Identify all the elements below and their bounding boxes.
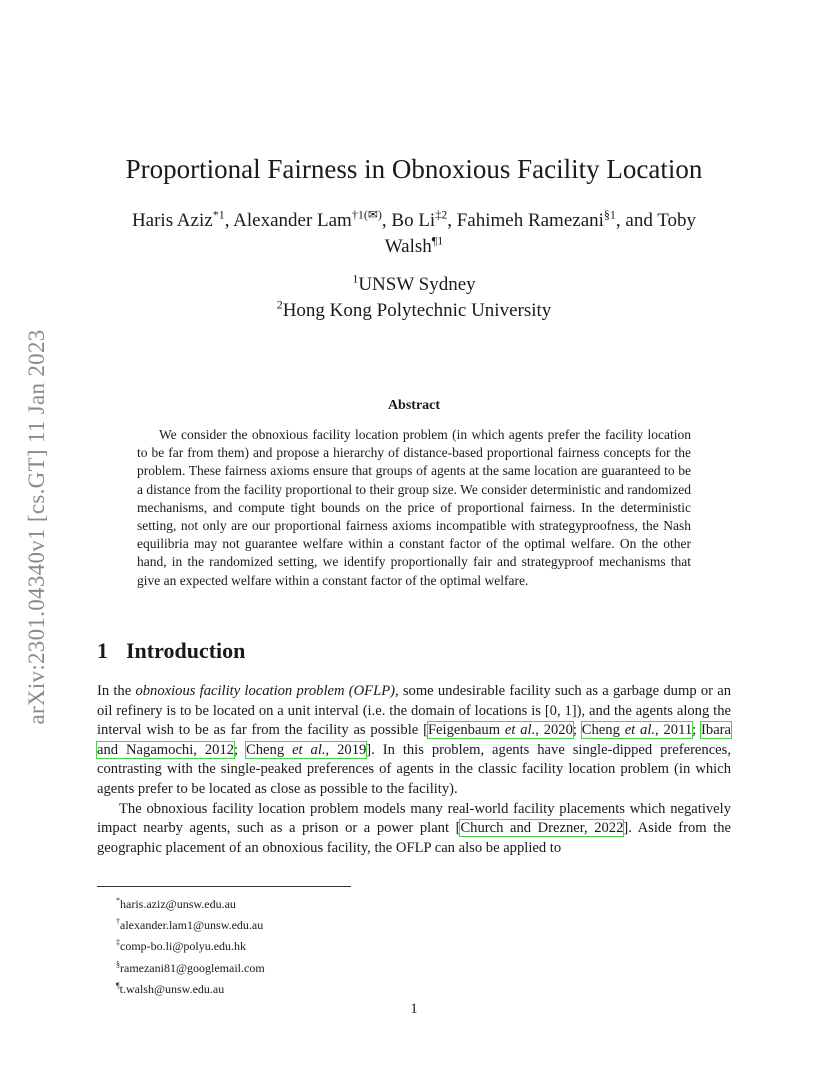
text-run: ;	[234, 741, 247, 758]
author-affiliation-mark: ‡2	[435, 207, 448, 222]
arxiv-sidebar-stamp	[24, 292, 50, 762]
footnote-item	[116, 892, 265, 913]
footnote-email: haris.aziz@unsw.edu.au	[120, 897, 236, 911]
affiliation-name: Hong Kong Polytechnic University	[282, 300, 552, 321]
abstract-heading: Abstract	[387, 398, 441, 413]
arxiv-identifier: arXiv:2301.04340v1 [cs.GT] 11 Jan 2023	[24, 329, 49, 725]
citation-link-feigenbaum[interactable]	[428, 722, 573, 738]
text-run: ]. Aside from the geographic placement of an obnoxious facility, the OFLP can also be applied to	[97, 820, 731, 856]
page-number: 1	[410, 1001, 418, 1017]
citation-text: Cheng	[246, 741, 293, 758]
emphasis-term: obnoxious facility location problem (OFLP)	[135, 683, 395, 699]
citation-year: , 2019	[325, 741, 367, 758]
affiliation-mark: 2	[276, 297, 283, 312]
author-affiliation-mark: †1(✉)	[351, 207, 382, 222]
footnote-mark: §	[116, 959, 120, 969]
footnote-email: comp-bo.li@polyu.edu.hk	[120, 939, 247, 954]
section-number: 1	[97, 638, 108, 663]
section-title: Introduction	[126, 638, 246, 663]
text-run: ;	[692, 722, 702, 739]
citation-text: Feigenbaum	[427, 722, 505, 739]
footnote-item	[116, 977, 265, 998]
author-name: , Bo Li	[381, 210, 436, 231]
text-run: In the	[97, 683, 136, 699]
section-heading-introduction	[97, 638, 245, 664]
author-name: Haris Aziz	[131, 210, 213, 231]
text-run: The obnoxious facility location problem models many real-world facility placements which negatively impact nearby agents, such as a prison or a power plant [	[97, 800, 731, 837]
affiliation-mark: 1	[352, 271, 359, 286]
footnote-divider	[97, 886, 351, 887]
footnote-email: alexander.lam1@unsw.edu.au	[120, 918, 264, 933]
affiliation-line	[160, 272, 668, 298]
citation-link-cheng-2019[interactable]	[246, 742, 366, 758]
footnote-mark: †	[116, 917, 120, 927]
footnotes	[116, 892, 265, 998]
footnote-item	[116, 913, 265, 934]
author-name: , Fahimeh Ramezani	[447, 210, 604, 231]
introduction-body	[97, 682, 731, 858]
author-affiliation-mark: *1	[212, 207, 225, 222]
paper-title: Proportional Fairness in Obnoxious Facility Location	[125, 154, 703, 184]
citation-link-ibara[interactable]: Ibara and Nagamochi, 2012	[97, 722, 732, 758]
author-list	[110, 208, 718, 260]
affiliations	[160, 272, 668, 324]
author-affiliation-mark: ¶1	[431, 233, 444, 248]
affiliation-name: UNSW Sydney	[358, 274, 476, 295]
intro-paragraph-1	[97, 682, 731, 800]
footnote-mark: *	[116, 896, 120, 905]
citation-etal: et al.	[624, 722, 656, 739]
citation-year: , 2020	[535, 722, 573, 739]
abstract-paragraph: We consider the obnoxious facility location problem (in which agents prefer the facility location to be far from them) and propose a hierarchy of distance-based proportional fairness concepts for the problem. These fairness axioms ensure that groups of agents at the same location are guaranteed to be a distance from the facility proportional to their group size. We consider deterministic and randomized mechanisms, and compute tight bounds on the price of proportional fairness. In the deterministic setting, not only are our proportional fairness axioms incompatible with strategyproofness, the Nash equilibria may not guarantee welfare within a constant factor of the optimal welfare. On the other hand, in the randomized setting, we identify proportionally fair and strategyproof mechanisms that give an expected welfare within a constant factor of the optimal welfare.	[137, 427, 691, 588]
author-name: , Alexander Lam	[224, 210, 352, 231]
affiliation-line	[160, 298, 668, 324]
intro-paragraph-2	[97, 800, 731, 859]
footnote-mark: ¶	[116, 980, 120, 990]
footnote-item	[116, 934, 265, 955]
author-name: , and Toby Walsh	[384, 210, 697, 257]
citation-etal: et al.	[292, 741, 326, 758]
author-affiliation-mark: §1	[603, 207, 616, 222]
citation-link-church[interactable]: Church and Drezner, 2022	[460, 820, 624, 837]
text-run: ;	[572, 722, 582, 739]
footnote-email: ramezani81@googlemail.com	[120, 960, 265, 975]
footnote-email: t.walsh@unsw.edu.au	[119, 981, 225, 996]
footnote-mark: ‡	[116, 938, 120, 948]
text-run: ]. In this problem, agents have single-dipped preferences, contrasting with the single-peaked preferences of agents in the classic facility location problem (in which agents prefer to be located as close as possible to the facility).	[97, 741, 731, 797]
citation-etal: et al.	[504, 722, 536, 739]
abstract-body	[137, 426, 691, 590]
footnote-item	[116, 956, 265, 977]
citation-text: Cheng	[581, 722, 625, 739]
text-run: , some undesirable facility such as a garbage dump or an oil refinery is to be located on a unit interval (i.e. the domain of locations is [0, 1]), and the agents along the interval wish to be as far from the facility as possible [	[97, 683, 731, 739]
citation-year: , 2011	[655, 722, 693, 739]
citation-link-cheng-2011[interactable]	[582, 722, 692, 738]
